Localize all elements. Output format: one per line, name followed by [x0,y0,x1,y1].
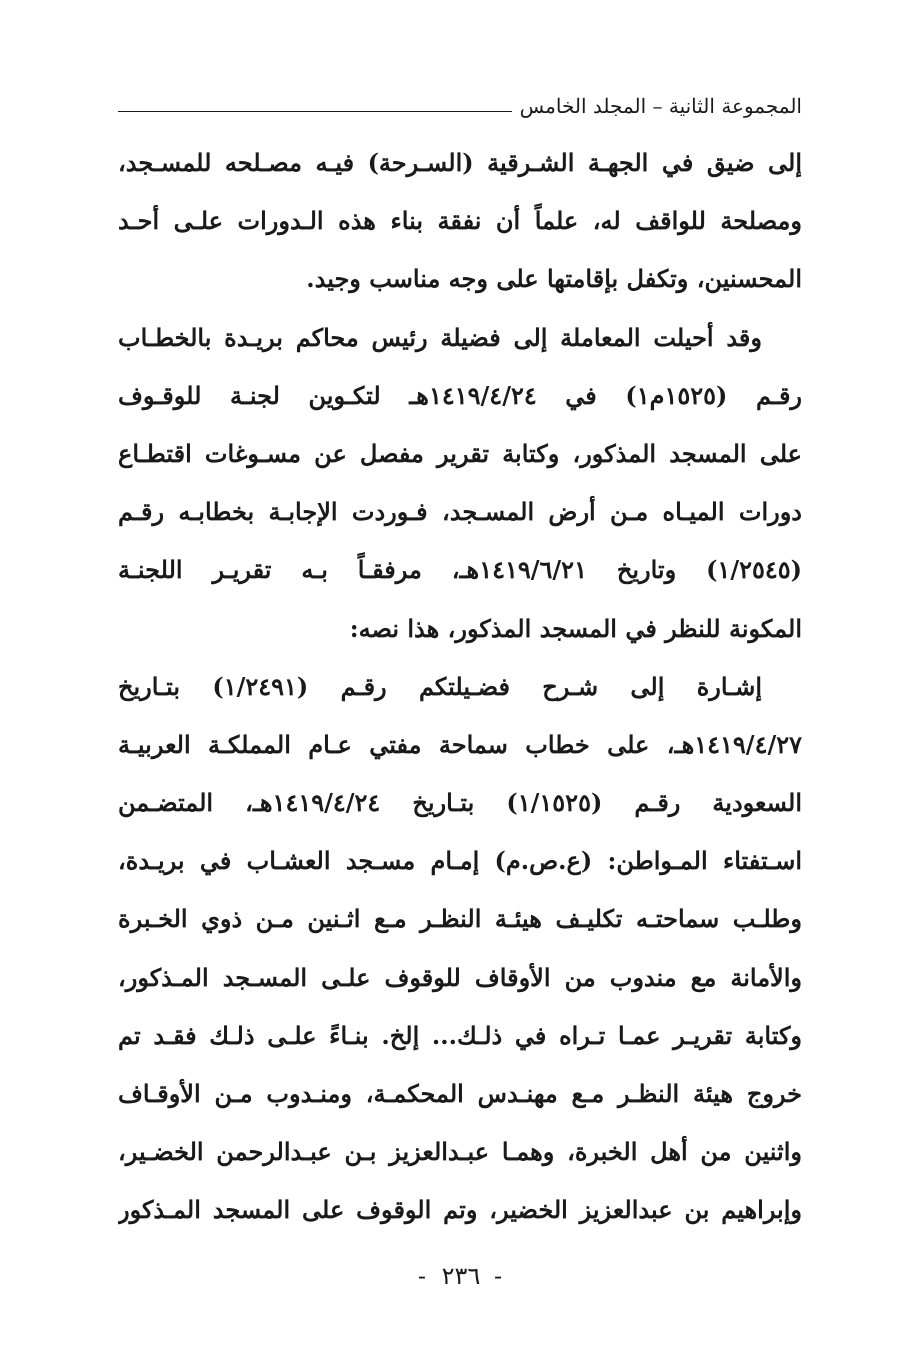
page-number [0,1262,922,1290]
text-line: إشـارة إلى شـرح فضـيلتكم رقـم (١/٢٤٩١) بتـاريخ [118,671,762,701]
text-line: (١/٢٥٤٥) وتاريخ ١٤١٩/٦/٢١هـ، مرفقـاً بـه تقريـر اللجنـة [118,555,802,585]
text-line: وإبراهيم بن عبدالعزيز الخضير، وتم الوقوف على المسجد المـذكور [118,1195,802,1225]
text-line: وكتابة تقريـر عمـا تـراه في ذلـك... إلخ. بنـاءً علـى ذلـك فقـد تم [118,1020,802,1050]
text-line: المحسنين، وتكفل بإقامتها على وجه مناسب وجيد. [306,264,802,294]
running-header [118,86,802,116]
running-title: المجموعة الثانية – المجلد الخامس [519,94,802,118]
text-line: دورات الميـاه مـن أرض المسـجد، فـوردت الإجابـة بخطابـه رقـم [118,497,802,527]
text-line: ١٤١٩/٤/٢٧هـ، على خطاب سماحة مفتي عـام المملكـة العربيـة [118,729,802,759]
text-line: ومصلحة للواقف له، علماً أن نفقة بناء هذه الـدورات علـى أحـد [118,206,802,236]
page-number-dash: - [493,1262,505,1290]
text-line: اسـتفتاء المـواطن: (ع.ص.م) إمـام مسـجد العشـاب في بريـدة، [118,846,802,876]
text-line: وقد أحيلت المعاملة إلى فضيلة رئيس محاكم بريـدة بالخطـاب [118,322,762,352]
text-line: على المسجد المذكور، وكتابة تقرير مفصل عن مسـوغات اقتطـاع [118,438,802,468]
text-line: وطلـب سماحتـه تكليـف هيئـة النظـر مـع اثـنين مـن ذوي الخـبرة [118,904,802,934]
text-line: إلى ضيق في الجهـة الشـرقية (السـرحة) فيـه مصـلحه للمسـجد، [118,148,802,177]
text-line: خروج هيئة النظـر مـع مهنـدس المحكمـة، ومنـدوب مـن الأوقـاف [118,1079,802,1108]
text-line: واثنين من أهل الخبرة، وهمـا عبـدالعزيز بـن عبـدالرحمن الخضـير، [118,1137,802,1167]
text-line: والأمانة مع مندوب من الأوقاف للوقوف علـى المسـجد المـذكور، [118,962,802,992]
header-rule [118,111,512,112]
page-number-dash: - [417,1262,429,1290]
text-line: السعودية رقـم (١/١٥٢٥) بتـاريخ ١٤١٩/٤/٢٤هـ، المتضـمن [118,788,802,818]
body-text [118,134,802,1240]
text-line: رقـم (١٥٢٥م١) في ١٤١٩/٤/٢٤هـ لتكـوين لجنـة للوقـوف [118,380,802,410]
page-number-value: ٢٣٦ [441,1262,481,1290]
text-line: المكونة للنظر في المسجد المذكور، هذا نصه: [349,613,802,643]
